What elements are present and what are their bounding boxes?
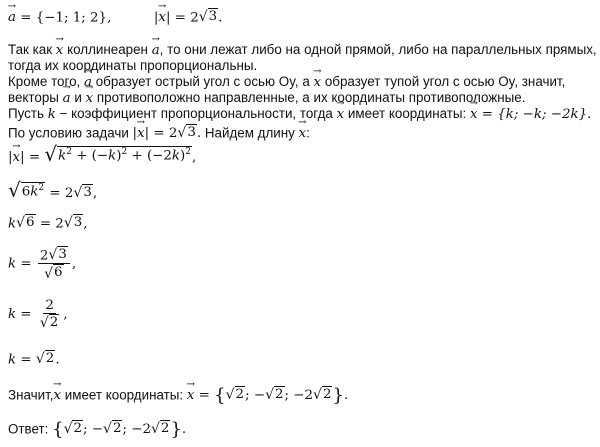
- equation-k-sqrt6: k √ 6 = 2 √ 3 ,: [8, 215, 88, 232]
- paragraph-line-5: Пусть k − коэффициент пропорциональности, тогда → x имеет координаты: → x = {k; −k; −2k}.: [8, 106, 591, 123]
- paragraph-line-3: Кроме того, → a образует острый угол с осью Oy, а → x образует тупой угол с осью Oy, значит,: [8, 74, 565, 91]
- equation-length: |→ x| = √ $k^2 + (-k)^2 + (-2k)^2$ ,: [8, 144, 196, 166]
- equation-k-result: k = √ 2 .: [8, 351, 60, 368]
- answer-line: Ответ: { √ 2 ; − √ 2 ; −2 √ 2 }.: [8, 419, 187, 441]
- paragraph-line-1: Так как → x коллинеарен → a, то они лежат либо на одной прямой, либо на параллельных прямых,: [8, 42, 597, 59]
- given-line: → a = {−1; 1; 2}, |→ x| = 2 √ 3 .: [8, 8, 222, 26]
- equation-k-fraction-2: k = 2 √ 2 ,: [8, 298, 68, 332]
- vector-a: → a: [8, 10, 16, 26]
- paragraph-line-2: тогда их координаты пропорциональны.: [8, 58, 258, 73]
- equation-sqrt-6k2: √ $6k^2$ = 2 √ 3 ,: [8, 178, 98, 202]
- conclusion-line: Значит,→ x имеет координаты: → x = { √ 2 ; − √ 2 ; −2 √ 2 }.: [8, 386, 348, 404]
- paragraph-line-6: По условию задачи |→ x| = 2 √ 3 . Найдем длину → x:: [8, 124, 310, 142]
- paragraph-line-4: векторы → a и → x противоположно направленные, а их координаты противоположные.: [8, 90, 525, 107]
- equation-k-fraction-1: k = 2 √ 3 √ 6 ,: [8, 247, 77, 282]
- sqrt-3: √ 3: [198, 9, 218, 26]
